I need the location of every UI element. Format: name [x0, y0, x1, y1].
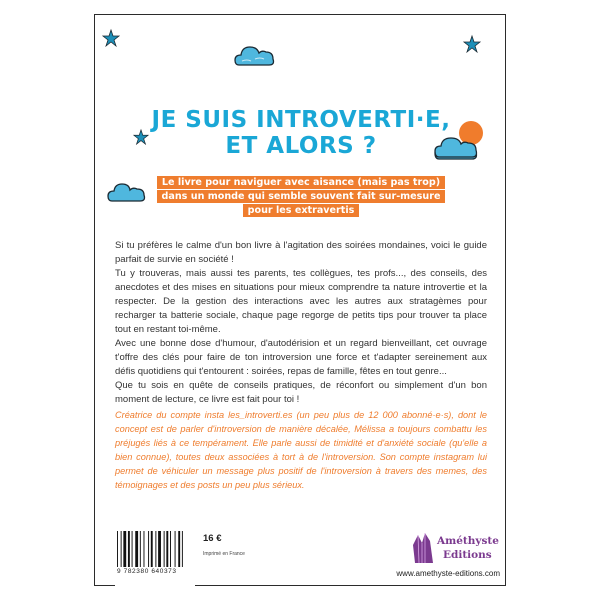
publisher-name: Améthyste: [437, 535, 499, 547]
price: 16 €: [203, 533, 222, 544]
title-line-1: JE SUIS INTROVERTI·E,: [151, 107, 451, 133]
title-line-2: ET ALORS ?: [225, 133, 377, 159]
publisher-website[interactable]: www.amethyste-editions.com: [396, 569, 500, 578]
tagline: [95, 175, 507, 217]
cloud-icon: [233, 43, 277, 69]
book-back-cover: [94, 14, 506, 586]
author-bio: Créatrice du compte insta les_introverti.es (un peu plus de 12 000 abonné·e·s), dont le concept est de parler d'introversion de manière décalée, Mélissa a toujours combattu les préjugés liés à ce tempérament. Elle parle aussi de timidité et d'anxiété sociale (qu'elle a bien connue), toutes deux associées à tort à de l'introversion. Son compte instagram lui permet de véhiculer un message plus positif de l'introversion à travers des memes, des témoignages et des posts un peu plus sérieux.: [115, 410, 487, 490]
star-icon: [102, 29, 120, 47]
star-icon: [463, 35, 481, 53]
publisher-subname: Editions: [443, 549, 492, 561]
blurb-paragraph: Que tu sois en quête de conseils pratiques, de réconfort ou simplement d'un bon moment de lecture, ce livre est fait pour toi !: [115, 380, 487, 405]
tagline-line: dans un monde qui semble souvent fait sur-mesure: [157, 190, 446, 203]
blurb-paragraph: Avec une bonne dose d'humour, d'autodérision et un regard bienveillant, cet ouvrage t'offre des clés pour faire de ton introversion une force et t'adapter sereinement aux défis quotidiens qui t'entourent : soirées, repas de famille, fêtes en tout genre...: [115, 338, 487, 377]
tagline-line: Le livre pour naviguer avec aisance (mais pas trop): [157, 176, 445, 189]
isbn-number: 9 782380 640373: [117, 568, 177, 575]
printed-in: Imprimé en France: [203, 551, 245, 557]
blurb-paragraph: Tu y trouveras, mais aussi tes parents, tes collègues, tes profs..., des conseils, des anecdotes et des mises en situations pour mieux comprendre ta nature introvertie et la respecter. De la gestion des interactions avec les autres aux stratagèmes pour recharger ta batterie sociale, chaque page regorge de petits tips pour trouver ta place tout en restant toi-même.: [115, 268, 487, 335]
publisher-logo: [411, 531, 501, 567]
barcode-icon: [117, 531, 193, 567]
crystal-logo-icon: [411, 531, 435, 565]
tagline-line: pour les extravertis: [243, 204, 360, 217]
blurb: [115, 239, 487, 407]
book-title: [95, 107, 507, 159]
blurb-paragraph: Si tu préfères le calme d'un bon livre à l'agitation des soirées mondaines, voici le guide parfait de survie en société !: [115, 240, 487, 265]
